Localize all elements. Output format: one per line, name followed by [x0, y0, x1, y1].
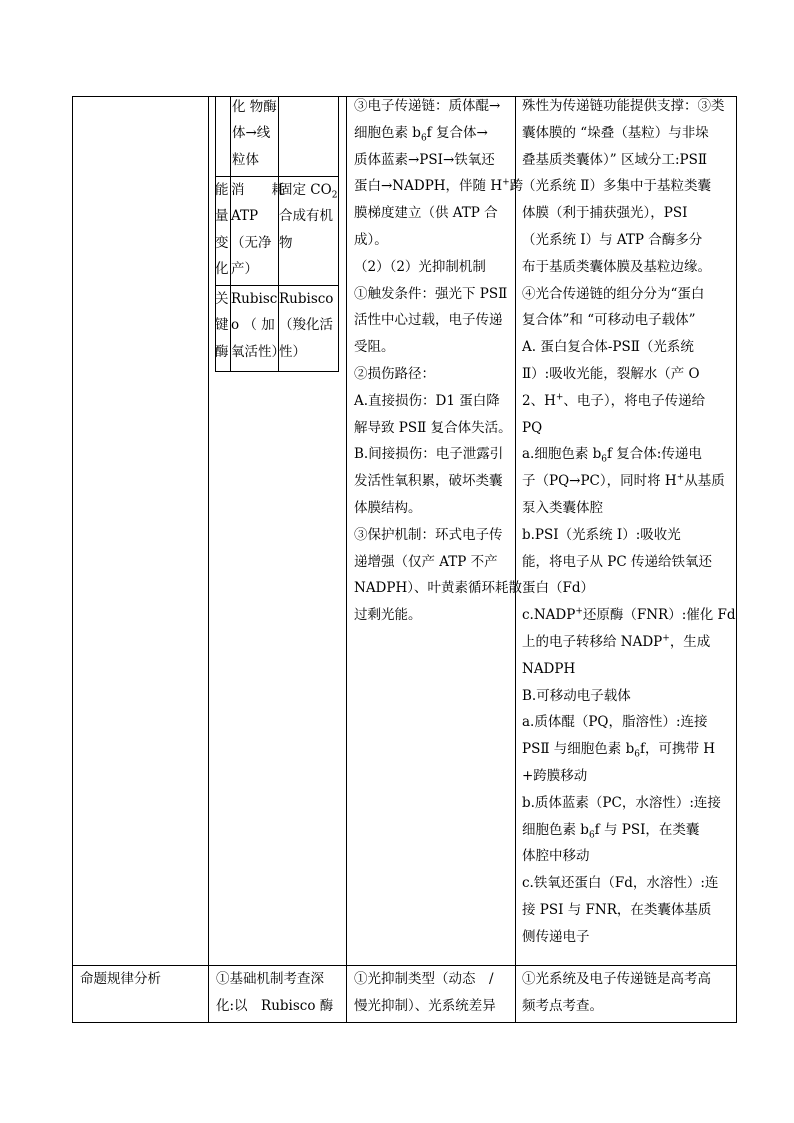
inner-text: 体→线: [232, 125, 271, 142]
inner-cell-r2c3: [279, 177, 337, 256]
text-fragment: 细胞色素 b: [354, 124, 421, 141]
text-fragment: c.NADP: [522, 607, 576, 624]
subscript: 6: [601, 455, 608, 466]
text-line: ②损伤路径：: [354, 365, 435, 382]
inner-text: 物: [279, 234, 293, 251]
text-line: NADPH: [522, 660, 576, 677]
subscript: 6: [420, 133, 427, 144]
inner-text: [279, 177, 337, 203]
text-line: 活性中心过载，电子传递: [354, 312, 503, 329]
inner-text: 合成有机: [279, 208, 333, 225]
text-line: 殊性为传递链功能提供支撑：③类: [522, 98, 725, 114]
text-line: 体膜结构。: [354, 499, 422, 516]
text-line: ①光系统及电子传递链是高考高: [522, 971, 711, 987]
text-fragment: PSⅡ 与细胞色素 b: [522, 741, 635, 758]
column-divider-2: [346, 96, 347, 1023]
text-line: 泵入类囊体腔: [522, 499, 603, 516]
text-line: 质体蓝素→PSⅠ→铁氧还: [354, 151, 495, 168]
superscript: +: [676, 472, 685, 483]
text-line: [354, 120, 523, 147]
text-fragment: 蛋白→NADPH，伴随 H: [354, 178, 503, 195]
text-fragment: 上的电子转移给 NADP: [522, 633, 663, 650]
text-fragment: 2、H: [522, 392, 556, 409]
superscript: +: [575, 606, 583, 617]
text-line: 慢光抑制）、光系统差异: [354, 997, 496, 1014]
inner-cell-r3c3: [279, 286, 333, 365]
text-line: c.铁氧还蛋白（Fd，水溶性）:连: [522, 875, 719, 892]
text-line: ③保护机制：环式电子传: [354, 526, 503, 543]
text-fragment: 子（PQ→PC），同时将 H: [522, 473, 677, 490]
inner-cell-r3c1: [215, 286, 229, 365]
text-line: 囊体膜的 “垛叠（基粒）与非垛: [522, 124, 709, 141]
inner-text: 能: [215, 182, 229, 198]
text-line: [522, 629, 736, 656]
text-line: 过剩光能。: [354, 607, 422, 624]
inner-text: 关: [215, 291, 229, 307]
text-line: ④光合传递链的组分分为“蛋白: [522, 285, 705, 302]
inner-text: 变: [215, 234, 229, 251]
inner-text: Rubisco: [279, 291, 334, 307]
text-fragment: 还原酶（FNR）:催化 Fd: [582, 607, 736, 624]
text-line: 侧传递电子: [522, 928, 590, 945]
text-line: 叠基质类囊体）” 区域分工:PSⅡ: [522, 151, 707, 168]
text-line: [522, 441, 736, 468]
inner-cell-r2c1: [215, 177, 229, 283]
inner-text: 氧活性）: [231, 343, 285, 360]
text-line: 频考点考查。: [522, 997, 603, 1014]
text-line: PQ: [522, 419, 543, 436]
text-line: 布于基质类囊体膜及基粒边缘。: [522, 258, 711, 275]
text-line: [522, 817, 736, 844]
text-line: 受阻。: [354, 339, 395, 356]
column-divider-1: [208, 96, 209, 1023]
text-line: [522, 602, 736, 629]
text-line: ①触发条件：强光下 PSⅡ: [354, 285, 508, 302]
text-line: ③电子传递链：质体醌→: [354, 98, 501, 114]
text-fragment: 从基质: [684, 473, 725, 490]
inner-text: 性）: [279, 343, 306, 360]
text-line: B.可移动电子载体: [522, 687, 631, 704]
column-4-text: [522, 93, 736, 951]
bottom-cell-col2: [216, 966, 333, 1020]
text-line: A.直接损伤：D1 蛋白降: [354, 392, 500, 409]
text-line: 复合体”和 “可移动电子载体”: [522, 312, 696, 329]
text-line: 膜梯度建立（供 ATP 合: [354, 205, 498, 222]
text-line: [522, 468, 736, 495]
table-left-border: [72, 96, 73, 1023]
text-line: [522, 736, 736, 763]
text-line: 化:以 Rubisco 酶: [216, 997, 334, 1014]
superscript: +: [662, 633, 670, 644]
text-fragment: f，可携带 H: [639, 741, 716, 758]
inner-text: 化 物酶: [232, 99, 277, 115]
inner-text: 键: [215, 317, 229, 334]
text-line: ①基础机制考查深: [216, 971, 324, 987]
text-line: 成）。: [354, 231, 388, 248]
subscript: 2: [331, 190, 338, 201]
inner-text: 固定 CO: [279, 182, 332, 198]
text-line: NADPH）、叶黄素循环耗散: [354, 580, 522, 597]
subscript: 6: [634, 749, 640, 760]
text-fragment: f 与 PSⅠ，在类囊: [594, 821, 700, 838]
text-line: 蛋白（Fd）: [522, 580, 595, 597]
text-line: ①光抑制类型（动态 /: [354, 971, 494, 987]
text-fragment: ，生成: [669, 633, 711, 650]
text-fragment: a.细胞色素 b: [522, 446, 602, 463]
inner-text: 消 耗: [231, 182, 285, 198]
row-header-cell: [80, 966, 161, 993]
text-line: [522, 388, 736, 415]
text-fragment: f 复合体→: [426, 124, 488, 141]
text-line: b.质体蓝素（PC，水溶性）:连接: [522, 794, 721, 811]
table-bottom-border: [72, 1022, 737, 1023]
inner-cell-r3c2: [231, 286, 285, 365]
inner-table-bottom-border: [215, 371, 339, 372]
text-line: 能，将电子从 PC 传递给铁氧还: [522, 553, 712, 570]
text-line: 体膜（利于捕获强光），PSⅠ: [522, 205, 688, 222]
text-line: 解导致 PSⅡ 复合体失活。: [354, 419, 512, 436]
subscript: 6: [588, 830, 595, 841]
text-fragment: f 复合体:传递电: [607, 446, 702, 463]
inner-text: （羧化活: [279, 317, 333, 334]
text-line: 递增强（仅产 ATP 不产: [354, 553, 498, 570]
inner-text: 酶: [215, 343, 229, 360]
text-fragment: 跨: [509, 178, 524, 195]
inner-text: 化: [215, 261, 229, 278]
text-line: （2）（2）光抑制机制: [354, 258, 486, 275]
table-right-border: [736, 96, 737, 1023]
text-line: Ⅱ）:吸收光能，裂解水（产 O: [522, 365, 700, 382]
superscript: +: [502, 177, 510, 188]
inner-text: Rubisc: [231, 291, 278, 307]
inner-text: 产）: [231, 261, 258, 278]
text-line: 体腔中移动: [522, 848, 590, 865]
text-line: a.质体醌（PQ，脂溶性）:连接: [522, 714, 708, 731]
text-line: B.间接损伤：电子泄露引: [354, 446, 504, 463]
inner-text: ATP: [231, 208, 259, 225]
text-fragment: 细胞色素 b: [522, 821, 589, 838]
inner-table-right-border: [338, 96, 339, 372]
inner-text: o （ 加: [231, 317, 275, 334]
text-line: （光系统 Ⅰ）与 ATP 合酶多分: [522, 231, 703, 248]
text-line: 接 PSⅠ 与 FNR，在类囊体基质: [522, 901, 712, 918]
inner-cell-r2c2: [231, 177, 285, 283]
text-line: +跨膜移动: [522, 767, 588, 784]
bottom-cell-col3: [354, 966, 496, 1020]
text-line: A. 蛋白复合体-PSⅡ（光系统: [522, 339, 694, 356]
inner-cell-r1c2: [232, 94, 277, 173]
text-line: （光系统 Ⅱ）多集中于基粒类囊: [522, 178, 711, 195]
inner-text: 量: [215, 208, 229, 225]
text-line: b.PSⅠ（光系统 Ⅰ）:吸收光: [522, 526, 681, 543]
inner-text: 粒体: [232, 151, 259, 168]
superscript: +: [555, 392, 564, 403]
text-line: 发活性氧积累，破坏类囊: [354, 473, 503, 490]
column-3-text: [354, 93, 523, 629]
bottom-cell-col4: [522, 966, 711, 1020]
text-line: [354, 173, 523, 200]
text-fragment: 、电子），将电子传递给: [563, 392, 706, 409]
row-header: 命题规律分析: [80, 971, 161, 987]
inner-text: （无净: [231, 234, 272, 251]
